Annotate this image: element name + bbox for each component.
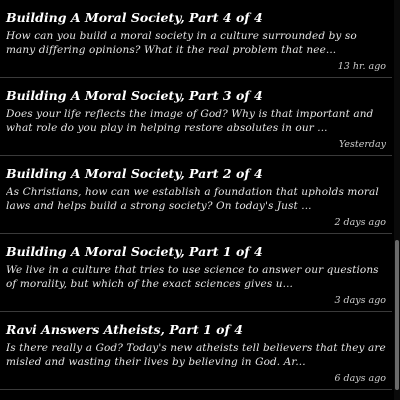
scrollbar[interactable]	[394, 0, 400, 400]
episode-title: Building A Moral Society, Part 2 of 4	[6, 166, 263, 181]
episode-description: We live in a culture that tries to use science to answer our questions of morality, but which of the exact sciences gives u...	[6, 264, 379, 290]
list-item[interactable]	[0, 312, 392, 390]
episode-description: How can you build a moral society in a culture surrounded by so many differing opinions? What it the real problem that nee...	[6, 30, 357, 56]
episode-description: Does your life reflects the image of God? Why is that important and what role do you play in helping restore absolutes in our ...	[6, 108, 374, 134]
episode-date: 3 days ago	[334, 295, 386, 306]
episode-date: Yesterday	[338, 139, 386, 150]
episode-date: 6 days ago	[334, 373, 386, 384]
list-item[interactable]	[0, 156, 392, 234]
list-item[interactable]	[0, 234, 392, 312]
list-item[interactable]	[0, 0, 392, 78]
episode-description: As Christians, how can we establish a foundation that upholds moral laws and helps build a strong society? On today's Just ...	[6, 186, 379, 212]
episode-date: 13 hr. ago	[337, 61, 386, 72]
scrollbar-thumb[interactable]	[395, 240, 399, 390]
episode-title: Building A Moral Society, Part 1 of 4	[6, 244, 263, 259]
episode-date: 2 days ago	[334, 217, 386, 228]
episode-description: Is there really a God? Today's new atheists tell believers that they are misled and wasting their lives by believing in God. Ar...	[6, 342, 386, 368]
episode-title: Building A Moral Society, Part 4 of 4	[6, 10, 263, 25]
episode-title: Ravi Answers Atheists, Part 1 of 4	[6, 322, 243, 337]
episode-title: Building A Moral Society, Part 3 of 4	[6, 88, 263, 103]
list-item[interactable]	[0, 78, 392, 156]
